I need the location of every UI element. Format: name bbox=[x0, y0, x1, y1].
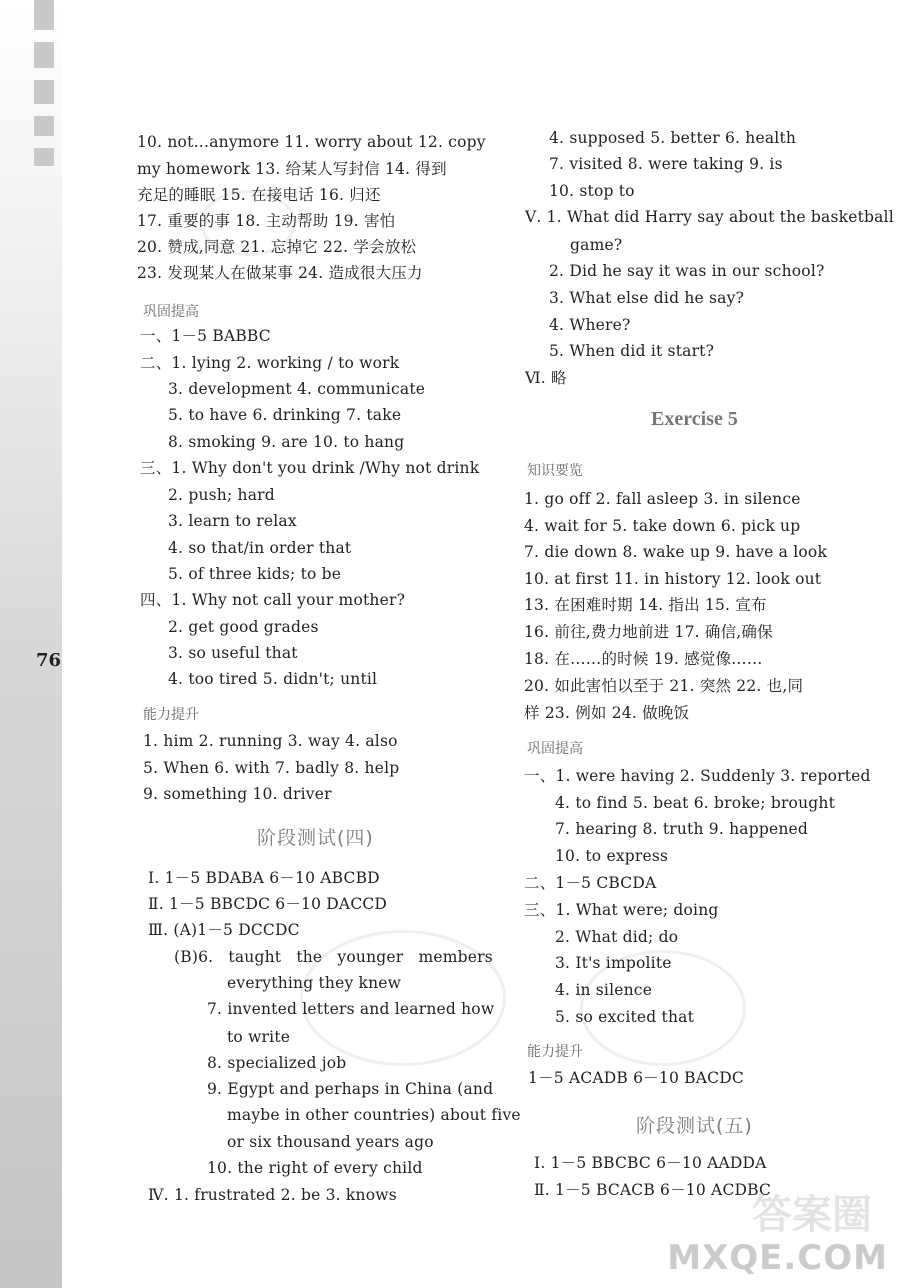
vocab-line: 23. 发现某人在做某事 24. 造成很大压力 bbox=[137, 264, 423, 282]
vocab-line: 17. 重要的事 18. 主动帮助 19. 害怕 bbox=[137, 212, 396, 230]
answer-line: 7. invented letters and learned how bbox=[207, 1000, 495, 1018]
margin-band bbox=[34, 0, 54, 30]
answer-line: 2. get good grades bbox=[168, 618, 319, 636]
answer-line: 一、1－5 BABBC bbox=[140, 327, 271, 345]
section-title-ability: 能力提升 bbox=[143, 707, 199, 723]
vocab-line: 7. die down 8. wake up 9. have a look bbox=[524, 543, 828, 561]
answer-line: Ⅲ. (A)1－5 DCCDC bbox=[148, 921, 300, 939]
answer-line: 3. development 4. communicate bbox=[168, 380, 426, 398]
answer-line: Ⅳ. 1. frustrated 2. be 3. knows bbox=[148, 1186, 397, 1204]
vocab-line: 1. go off 2. fall asleep 3. in silence bbox=[524, 490, 801, 508]
answer-line: 2. What did; do bbox=[555, 928, 679, 946]
answer-line: 9. Egypt and perhaps in China (and bbox=[207, 1080, 494, 1098]
answer-line: 4. too tired 5. didn't; until bbox=[168, 670, 378, 688]
vocab-line: 20. 赞成,同意 21. 忘掉它 22. 学会放松 bbox=[137, 238, 417, 256]
answer-line: 1－5 ACADB 6－10 BACDC bbox=[528, 1069, 744, 1087]
answer-line: 8. specialized job bbox=[207, 1054, 347, 1072]
answer-line: 5. to have 6. drinking 7. take bbox=[168, 406, 402, 424]
vocab-line: 13. 在困难时期 14. 指出 15. 宣布 bbox=[524, 596, 767, 614]
answer-line: 5. When 6. with 7. badly 8. help bbox=[143, 759, 400, 777]
answer-line: 4. supposed 5. better 6. health bbox=[549, 129, 797, 147]
answer-line: 7. hearing 8. truth 9. happened bbox=[555, 820, 809, 838]
watermark-logo: 答案圈 bbox=[752, 1192, 872, 1238]
answer-line: 2. push; hard bbox=[168, 486, 275, 504]
vocab-line: 样 23. 例如 24. 做晚饭 bbox=[524, 704, 690, 722]
vocab-line: my homework 13. 给某人写封信 14. 得到 bbox=[137, 160, 447, 178]
answer-line: 三、1. Why don't you drink /Why not drink bbox=[140, 459, 480, 477]
vocab-line: 20. 如此害怕以至于 21. 突然 22. 也,同 bbox=[524, 677, 804, 695]
section-title-consolidate: 巩固提高 bbox=[143, 304, 199, 320]
section-title-knowledge: 知识要览 bbox=[527, 463, 583, 479]
answer-line: maybe in other countries) about five bbox=[227, 1106, 521, 1124]
exercise-heading: Exercise 5 bbox=[651, 408, 738, 430]
watermark-text: MXQE.COM bbox=[667, 1238, 888, 1278]
answer-line: 9. something 10. driver bbox=[143, 785, 332, 803]
answer-line: 1. him 2. running 3. way 4. also bbox=[143, 732, 398, 750]
margin-band bbox=[34, 80, 54, 104]
answer-line: or six thousand years ago bbox=[227, 1133, 434, 1151]
answer-line: 3. so useful that bbox=[168, 644, 298, 662]
answer-line: to write bbox=[227, 1028, 291, 1046]
answer-line: 3. What else did he say? bbox=[549, 289, 745, 307]
answer-line: 10. stop to bbox=[549, 182, 635, 200]
section-title-consolidate: 巩固提高 bbox=[527, 741, 583, 757]
answer-line: 2. Did he say it was in our school? bbox=[549, 262, 825, 280]
answer-line: game? bbox=[570, 236, 623, 254]
vocab-line: 4. wait for 5. take down 6. pick up bbox=[524, 517, 801, 535]
vocab-line: 10. at first 11. in history 12. look out bbox=[524, 570, 822, 588]
section-title-ability: 能力提升 bbox=[527, 1044, 583, 1060]
answer-line: 3. It's impolite bbox=[555, 954, 672, 972]
vocab-line: 16. 前往,费力地前进 17. 确信,确保 bbox=[524, 623, 773, 641]
answer-line: 10. the right of every child bbox=[207, 1159, 423, 1177]
stage-test-heading: 阶段测试(五) bbox=[636, 1115, 753, 1137]
answer-line: Ⅰ. 1－5 BBCBC 6－10 AADDA bbox=[534, 1154, 767, 1172]
answer-line: 二、1－5 CBCDA bbox=[524, 874, 657, 892]
margin-band bbox=[34, 116, 54, 136]
answer-line: 5. of three kids; to be bbox=[168, 565, 342, 583]
answer-line: 四、1. Why not call your mother? bbox=[140, 591, 406, 609]
answer-line: Ⅱ. 1－5 BCACB 6－10 ACDBC bbox=[534, 1181, 772, 1199]
answer-line: Ⅵ. 略 bbox=[525, 369, 567, 387]
answer-line: 一、1. were having 2. Suddenly 3. reported bbox=[524, 767, 871, 785]
answer-line: 3. learn to relax bbox=[168, 512, 297, 530]
vocab-line: 充足的睡眠 15. 在接电话 16. 归还 bbox=[137, 186, 381, 204]
answer-line: 4. Where? bbox=[549, 316, 631, 334]
page-number: 76 bbox=[36, 650, 62, 671]
answer-line: 10. to express bbox=[555, 847, 669, 865]
vocab-line: 10. not…anymore 11. worry about 12. copy bbox=[137, 133, 486, 151]
left-margin-strip bbox=[0, 0, 62, 1288]
answer-line: Ⅱ. 1－5 BBCDC 6－10 DACCD bbox=[148, 895, 388, 913]
answer-line: 5. so excited that bbox=[555, 1008, 695, 1026]
answer-line: 4. so that/in order that bbox=[168, 539, 352, 557]
margin-band bbox=[34, 148, 54, 166]
answer-line: everything they knew bbox=[227, 974, 402, 992]
answer-line: 4. in silence bbox=[555, 981, 653, 999]
answer-line: 三、1. What were; doing bbox=[524, 901, 719, 919]
answer-line: 7. visited 8. were taking 9. is bbox=[549, 155, 783, 173]
margin-band bbox=[34, 42, 54, 68]
answer-line: Ⅴ. 1. What did Harry say about the basketball bbox=[525, 208, 894, 226]
answer-line: (B)6. taught the younger members bbox=[174, 948, 493, 966]
stage-test-heading: 阶段测试(四) bbox=[257, 827, 374, 849]
vocab-line: 18. 在……的时候 19. 感觉像…… bbox=[524, 650, 763, 668]
answer-line: 二、1. lying 2. working / to work bbox=[140, 354, 400, 372]
answer-line: 5. When did it start? bbox=[549, 342, 715, 360]
answer-line: Ⅰ. 1－5 BDABA 6－10 ABCBD bbox=[148, 869, 380, 887]
answer-line: 8. smoking 9. are 10. to hang bbox=[168, 433, 405, 451]
answer-line: 4. to find 5. beat 6. broke; brought bbox=[555, 794, 836, 812]
